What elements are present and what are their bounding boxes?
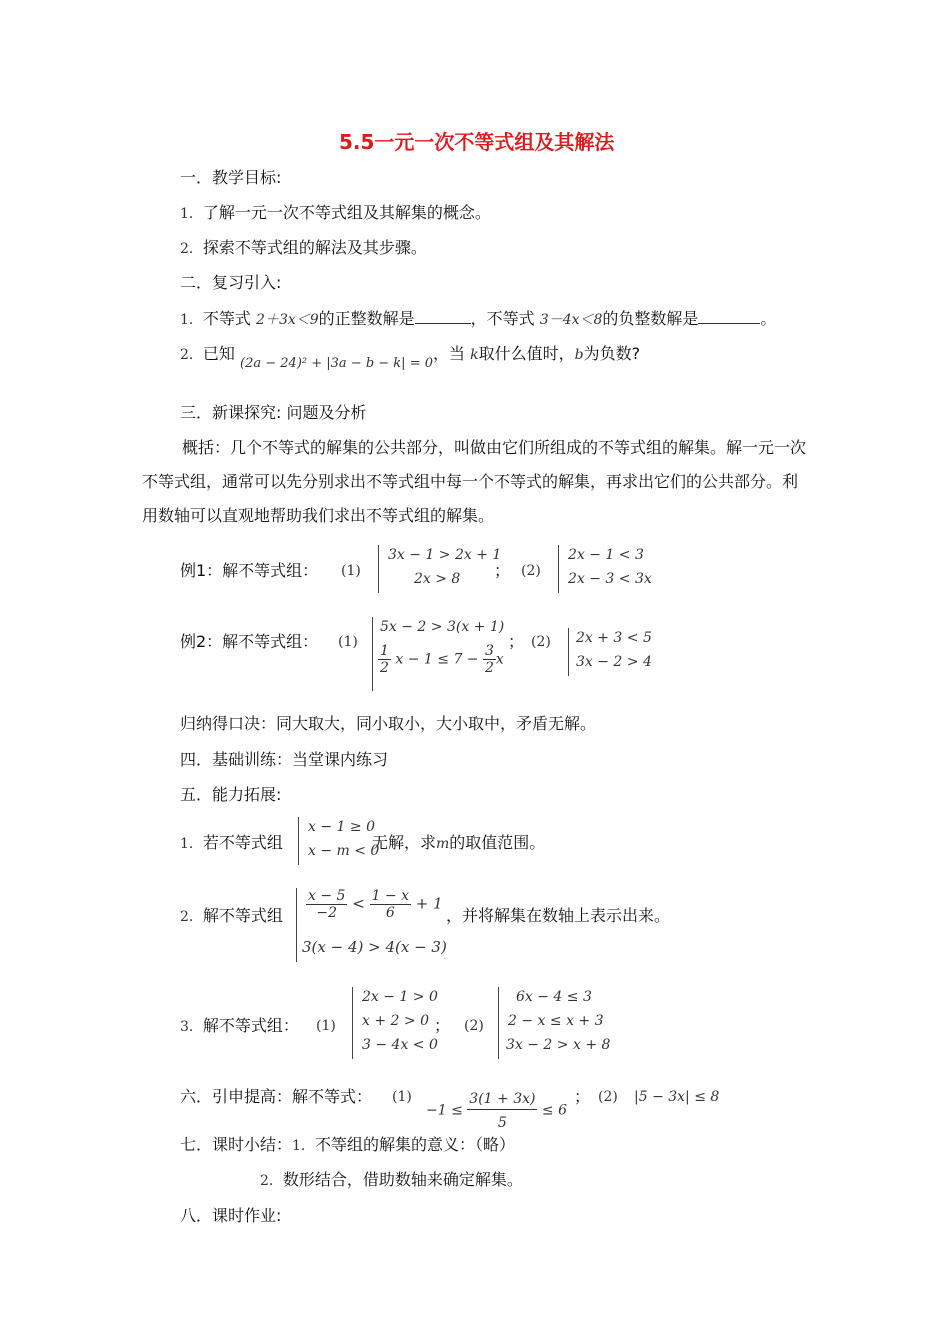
summary-2-text: 数形结合，借助数轴来确定解集。 [282, 1170, 523, 1189]
numerator: 3(1 + 3x) [467, 1089, 537, 1110]
extension-q1-number: 1． [180, 836, 203, 852]
system-row: 2x − 3 < 3x [568, 571, 652, 587]
section-8-heading: 八．课时作业: [180, 1206, 282, 1225]
example-1-system-2 [558, 545, 652, 593]
system-row: 3x − 2 > 4 [576, 654, 652, 670]
example-2-system-1 [372, 617, 506, 691]
review-q2-text-b: ，当 [433, 344, 466, 363]
review-q2-text-c: 取什么值时， [478, 344, 575, 363]
extension-q2-number: 2． [180, 909, 203, 925]
extension-q1-system [298, 817, 380, 865]
example-1-label: 例1：解不等式组： [180, 561, 319, 580]
goal-1-number: 1． [180, 206, 203, 222]
denominator: −2 [316, 905, 338, 921]
review-q1-expr1: 2＋3x＜9 [256, 312, 319, 328]
extension-q3-number: 3． [180, 1019, 203, 1035]
numerator: x − 5 [308, 888, 346, 904]
denominator: 5 [497, 1115, 507, 1131]
review-q1-expr2: 3－4x＜8 [539, 312, 603, 328]
section-3-heading: 三．新课探究: 问题及分析 [180, 403, 367, 422]
review-q2-b: b [574, 347, 584, 363]
system-brace [558, 545, 567, 593]
summary-1-number: 1． [292, 1138, 315, 1154]
system-row [378, 643, 504, 676]
summary-2-number: 2． [260, 1173, 283, 1189]
system-row [306, 888, 443, 921]
system-row: 2x + 3 < 5 [576, 630, 652, 646]
fraction [378, 643, 391, 676]
system-row: 3(x − 4) > 4(x − 3) [302, 938, 447, 956]
system-row: 3x − 1 > 2x + 1 [388, 547, 502, 563]
extension-q2-tail: ，并将解集在数轴上表示出来。 [446, 906, 671, 925]
extension-q3-part-2: (2) [464, 1018, 484, 1034]
system-row-op: < [352, 894, 365, 913]
section-6-expr-1 [426, 1087, 567, 1134]
extension-q2 [180, 906, 283, 927]
section-6-heading: 六．引申提高：解不等式： [180, 1087, 373, 1106]
summary-2 [260, 1170, 523, 1191]
system-row: 6x − 4 ≤ 3 [516, 989, 592, 1005]
review-q2-expr: (2a − 24)² + |3a − b − k| = 0 [240, 356, 433, 371]
goal-1 [180, 203, 491, 224]
review-q2-k: k [470, 347, 479, 363]
system-row-tail: x [495, 651, 504, 668]
review-q1-text-c: ，不等式 [470, 309, 535, 328]
review-q1-end: 。 [760, 309, 777, 328]
system-row: 2x − 1 < 3 [568, 547, 644, 563]
example-1-part-2: (2) [521, 563, 541, 579]
example-2-separator: ； [508, 632, 525, 651]
review-question-1 [180, 309, 776, 330]
example-1-part-1: (1) [341, 563, 361, 579]
system-row-tail: + 1 [415, 894, 443, 913]
system-row: 5x − 2 > 3(x + 1) [380, 619, 505, 635]
goal-2-number: 2． [180, 241, 203, 257]
numerator: 3 [484, 643, 494, 659]
section-6-expr-2: |5 − 3x| ≤ 8 [634, 1089, 720, 1105]
extension-q1-m: m [436, 836, 450, 852]
system-row-mid: x − 1 ≤ 7 − [395, 651, 479, 668]
example-1-separator: ； [494, 561, 511, 580]
answer-blank-2[interactable] [698, 309, 760, 324]
review-q2-text-d: 为负数? [583, 344, 641, 363]
system-brace [298, 817, 307, 865]
section-4-heading: 四．基础训练：当堂课内练习 [180, 750, 389, 769]
review-q1-text-a: 不等式 [202, 309, 251, 328]
extension-q2-text-a: 解不等式组 [202, 906, 283, 925]
example-2-system-2 [568, 628, 658, 676]
fraction [306, 888, 347, 921]
goal-2-text: 探索不等式组的解法及其步骤。 [202, 238, 427, 257]
system-row: 2 − x ≤ x + 3 [508, 1013, 604, 1029]
section-5-heading: 五．能力拓展: [180, 785, 282, 804]
answer-blank-1[interactable] [415, 309, 471, 324]
review-q1-number: 1． [180, 312, 203, 328]
extension-q1-tail [372, 833, 545, 854]
section-6-part-2: (2) [598, 1089, 618, 1105]
section-7 [180, 1135, 515, 1156]
extension-q1 [180, 833, 283, 854]
section-6-part-1: (1) [392, 1089, 412, 1105]
system-row: 2x − 1 > 0 [362, 989, 438, 1005]
review-question-2 [180, 344, 641, 371]
extension-q3-system-2 [498, 987, 610, 1059]
denominator: 2 [484, 660, 494, 676]
section-7-heading: 七．课时小结： [180, 1135, 293, 1154]
numerator: 1 − x [371, 888, 410, 904]
section-1-heading: 一．教学目标: [180, 168, 282, 187]
system-row: 3x − 2 > x + 8 [506, 1037, 611, 1053]
example-2-label: 例2：解不等式组： [180, 632, 319, 651]
system-row: x − 1 ≥ 0 [308, 819, 375, 835]
system-row: x − m < 0 [308, 843, 380, 859]
example-1-system-1 [378, 545, 502, 593]
summary-paragraph: 概括：几个不等式的解集的公共部分，叫做由它们所组成的不等式组的解集。解一元一次不等式组，通常可以先分别求出不等式组中每一个不等式的解集，再求出它们的公共部分。利用数轴可以直观地帮助我们求出不等式组的解集。 [142, 438, 807, 525]
page-title: 5.5一元一次不等式组及其解法 [339, 130, 615, 154]
system-row: 3 − 4x < 0 [362, 1037, 438, 1053]
extension-q1-text-a: 若不等式组 [202, 833, 283, 852]
example-2-part-2: (2) [531, 634, 551, 650]
goal-2 [180, 238, 427, 259]
extension-q3-system-1 [352, 987, 436, 1059]
denominator: 6 [385, 905, 395, 921]
extension-q1-text-c: 的取值范围。 [449, 833, 546, 852]
extension-q3-text-a: 解不等式组： [202, 1016, 299, 1035]
extension-q3-separator: ； [434, 1016, 451, 1035]
review-q1-text-b: 的正整数解是 [318, 309, 415, 328]
extension-q2-system [296, 888, 447, 962]
review-q2-number: 2． [180, 347, 203, 363]
expr-right: ≤ 6 [541, 1102, 567, 1119]
rule-mnemonic: 归纳得口决：同大取大，同小取小，大小取中，矛盾无解。 [180, 714, 597, 733]
example-2-part-1: (1) [338, 634, 358, 650]
summary-1-text: 不等组的解集的意义：（略） [314, 1135, 515, 1154]
system-row: x + 2 > 0 [362, 1013, 429, 1029]
denominator: 2 [380, 660, 389, 676]
extension-q3-part-1: (1) [316, 1018, 336, 1034]
fraction [467, 1089, 537, 1136]
section-2-heading: 二．复习引入: [180, 273, 282, 292]
numerator: 1 [380, 643, 389, 659]
fraction [370, 888, 411, 921]
fraction [483, 643, 496, 676]
extension-q1-text-b: 无解，求 [372, 833, 437, 852]
system-brace [378, 545, 387, 593]
review-q2-text-a: 已知 [202, 344, 235, 363]
goal-1-text: 了解一元一次不等式组及其解集的概念。 [202, 203, 491, 222]
section-6-separator: ； [574, 1087, 591, 1106]
extension-q3 [180, 1016, 299, 1037]
expr-left: −1 ≤ [426, 1102, 463, 1119]
review-q1-text-d: 的负整数解是 [602, 309, 699, 328]
system-row: 2x > 8 [414, 571, 461, 587]
system-brace [352, 987, 361, 1059]
